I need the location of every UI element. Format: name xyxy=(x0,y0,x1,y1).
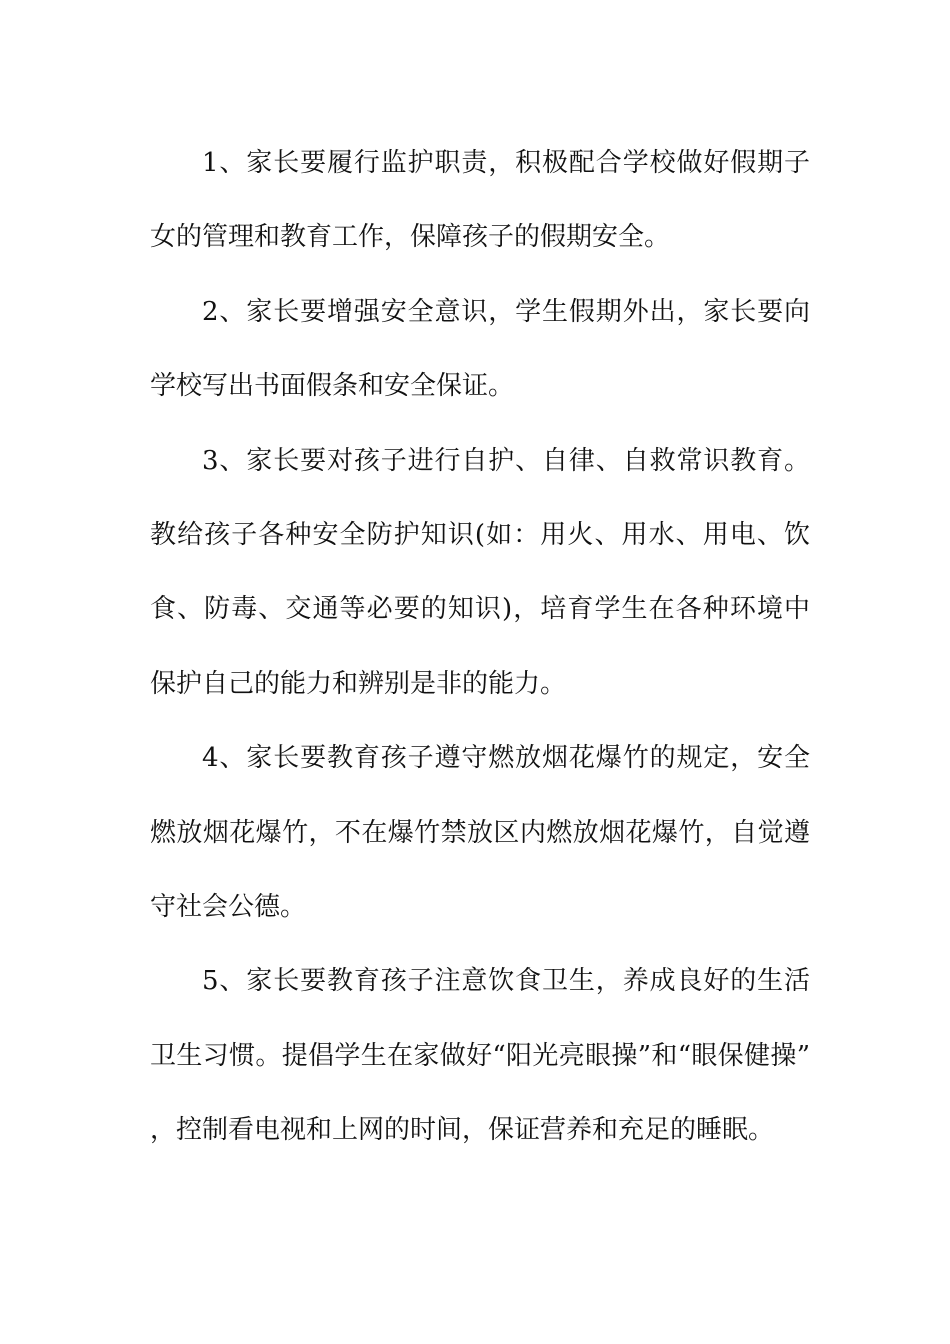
paragraph-1: 1、家长要履行监护职责，积极配合学校做好假期子女的管理和教育工作，保障孩子的假期安全。 xyxy=(150,148,810,253)
document-body xyxy=(150,126,810,1168)
paragraph-5: 5、家长要教育孩子注意饮食卫生，养成良好的生活卫生习惯。提倡学生在家做好“阳光亮眼操”和“眼保健操”，控制看电视和上网的时间，保证营养和充足的睡眠。 xyxy=(150,966,810,1146)
paragraph-4: 4、家长要教育孩子遵守燃放烟花爆竹的规定，安全燃放烟花爆竹，不在爆竹禁放区内燃放烟花爆竹，自觉遵守社会公德。 xyxy=(150,743,810,923)
paragraph-2: 2、家长要增强安全意识，学生假期外出，家长要向学校写出书面假条和安全保证。 xyxy=(150,296,810,402)
paragraph-3: 3、家长要对孩子进行自护、自律、自救常识教育。教给孩子各种安全防护知识(如：用火、用水、用电、饮食、防毒、交通等必要的知识)，培育学生在各种环境中保护自己的能力和辨别是非的能力。 xyxy=(150,445,810,699)
